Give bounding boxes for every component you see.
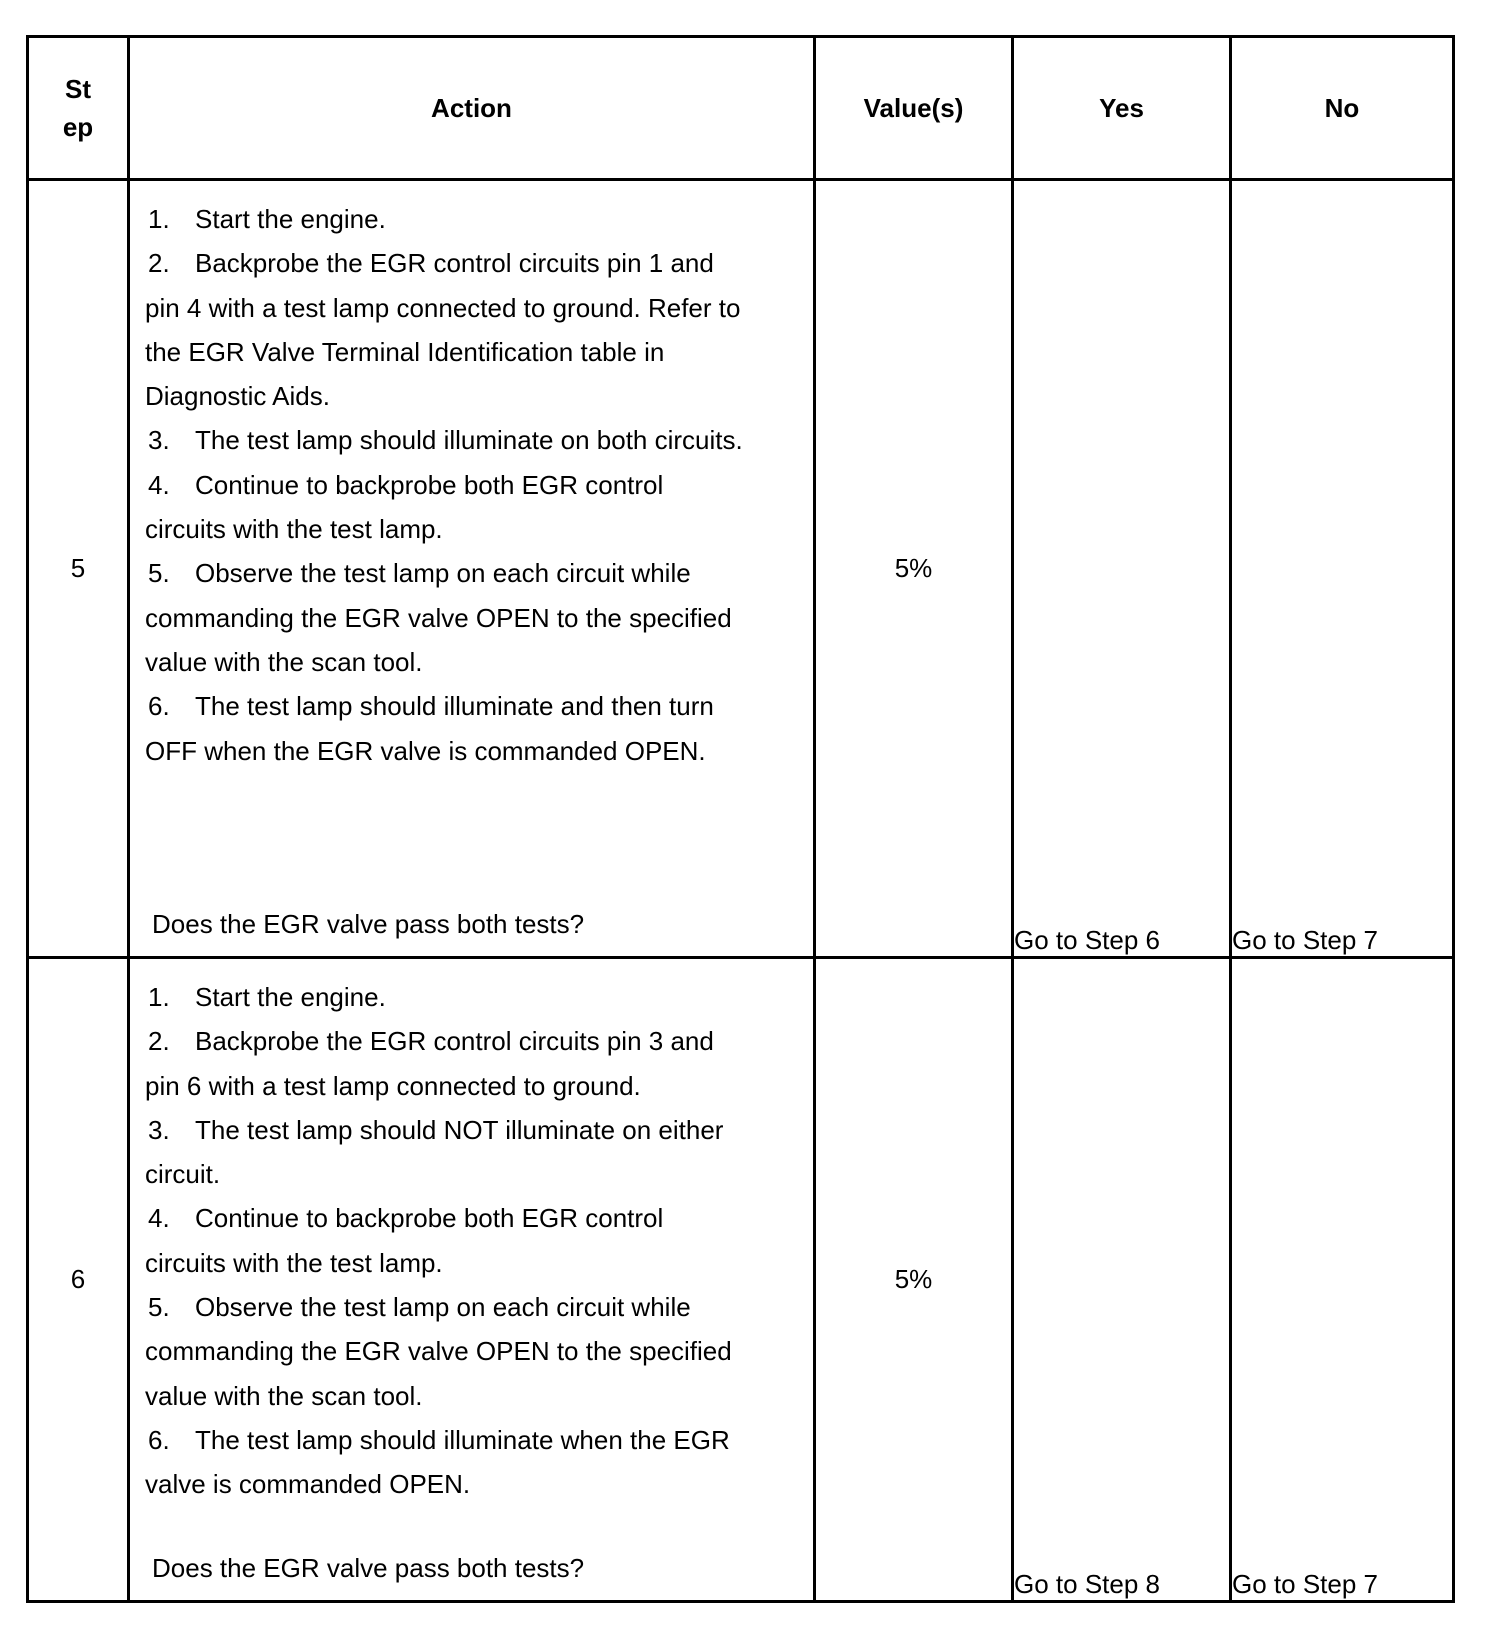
diagnostic-table bbox=[26, 35, 1455, 1603]
action-steps-list bbox=[145, 975, 745, 1507]
action-step-item bbox=[145, 1019, 745, 1108]
action-step-item bbox=[145, 1418, 745, 1507]
action-step-text: The test lamp should illuminate when the EGR valve is commanded OPEN. bbox=[145, 1424, 730, 1500]
action-step-text: Continue to backprobe both EGR control circuits with the test lamp. bbox=[145, 1203, 664, 1278]
yes-cell: Go to Step 6 bbox=[1013, 180, 1231, 958]
action-step-item bbox=[145, 1196, 745, 1285]
step-number: 6 bbox=[28, 958, 129, 1602]
action-step-text: The test lamp should illuminate on both circuits. bbox=[195, 425, 743, 456]
action-step-item bbox=[145, 463, 745, 552]
step-number: 5 bbox=[28, 180, 129, 958]
action-step-number: 5. bbox=[148, 558, 170, 589]
header-step bbox=[28, 37, 129, 180]
header-row bbox=[28, 37, 1454, 180]
action-step-text: Continue to backprobe both EGR control circuits with the test lamp. bbox=[145, 469, 664, 545]
action-cell bbox=[129, 958, 815, 1602]
action-step-text: The test lamp should illuminate and then turn OFF when the EGR valve is commanded OPEN. bbox=[145, 691, 714, 766]
header-step-line2: ep bbox=[62, 112, 94, 142]
action-step-number: 4. bbox=[148, 1203, 170, 1234]
action-step-text: Backprobe the EGR control circuits pin 3 and pin 6 with a test lamp connected to ground. bbox=[145, 1026, 714, 1101]
header-action: Action bbox=[129, 37, 815, 180]
action-step-number: 3. bbox=[148, 425, 170, 456]
action-step-text: Start the engine. bbox=[195, 204, 386, 234]
action-step-number: 3. bbox=[148, 1114, 170, 1145]
action-cell bbox=[129, 180, 815, 958]
action-step-number: 5. bbox=[148, 1292, 170, 1323]
yes-cell: Go to Step 8 bbox=[1013, 958, 1231, 1602]
action-step-number: 6. bbox=[148, 691, 170, 722]
no-cell: Go to Step 7 bbox=[1231, 180, 1454, 958]
action-step-item bbox=[145, 1108, 745, 1197]
action-step-text: The test lamp should NOT illuminate on either circuit. bbox=[145, 1114, 724, 1190]
action-step-text: Observe the test lamp on each circuit while commanding the EGR valve OPEN to the specified value with the scan tool. bbox=[145, 1292, 732, 1411]
action-step-text: Start the engine. bbox=[195, 982, 386, 1012]
value-cell: 5% bbox=[815, 958, 1013, 1602]
no-cell: Go to Step 7 bbox=[1231, 958, 1454, 1602]
action-steps-list bbox=[145, 197, 745, 773]
action-step-number: 1. bbox=[148, 982, 170, 1012]
action-step-item bbox=[145, 551, 745, 684]
action-step-item bbox=[145, 241, 745, 418]
table-row-step-6 bbox=[28, 958, 1454, 1602]
header-values: Value(s) bbox=[815, 37, 1013, 180]
action-step-number: 2. bbox=[148, 248, 170, 279]
value-cell: 5% bbox=[815, 180, 1013, 958]
action-question: Does the EGR valve pass both tests? bbox=[152, 909, 585, 939]
action-step-item bbox=[145, 684, 745, 773]
action-step-number: 1. bbox=[148, 204, 170, 234]
action-step-item bbox=[145, 197, 745, 241]
action-step-text: Backprobe the EGR control circuits pin 1 and pin 4 with a test lamp connected to ground. Refer to the EGR Valve Terminal Identification table in Diagnostic Aids. bbox=[145, 248, 741, 412]
action-step-item bbox=[145, 975, 745, 1019]
action-step-number: 6. bbox=[148, 1424, 170, 1455]
action-question: Does the EGR valve pass both tests? bbox=[152, 1553, 585, 1583]
action-step-text: Observe the test lamp on each circuit while commanding the EGR valve OPEN to the specified value with the scan tool. bbox=[145, 558, 732, 677]
action-step-number: 2. bbox=[148, 1026, 170, 1057]
header-step-line1: St bbox=[65, 74, 91, 104]
action-step-item bbox=[145, 418, 745, 462]
header-no: No bbox=[1231, 37, 1454, 180]
action-step-number: 4. bbox=[148, 469, 170, 500]
header-yes: Yes bbox=[1013, 37, 1231, 180]
action-step-item bbox=[145, 1285, 745, 1418]
table-row-step-5 bbox=[28, 180, 1454, 958]
